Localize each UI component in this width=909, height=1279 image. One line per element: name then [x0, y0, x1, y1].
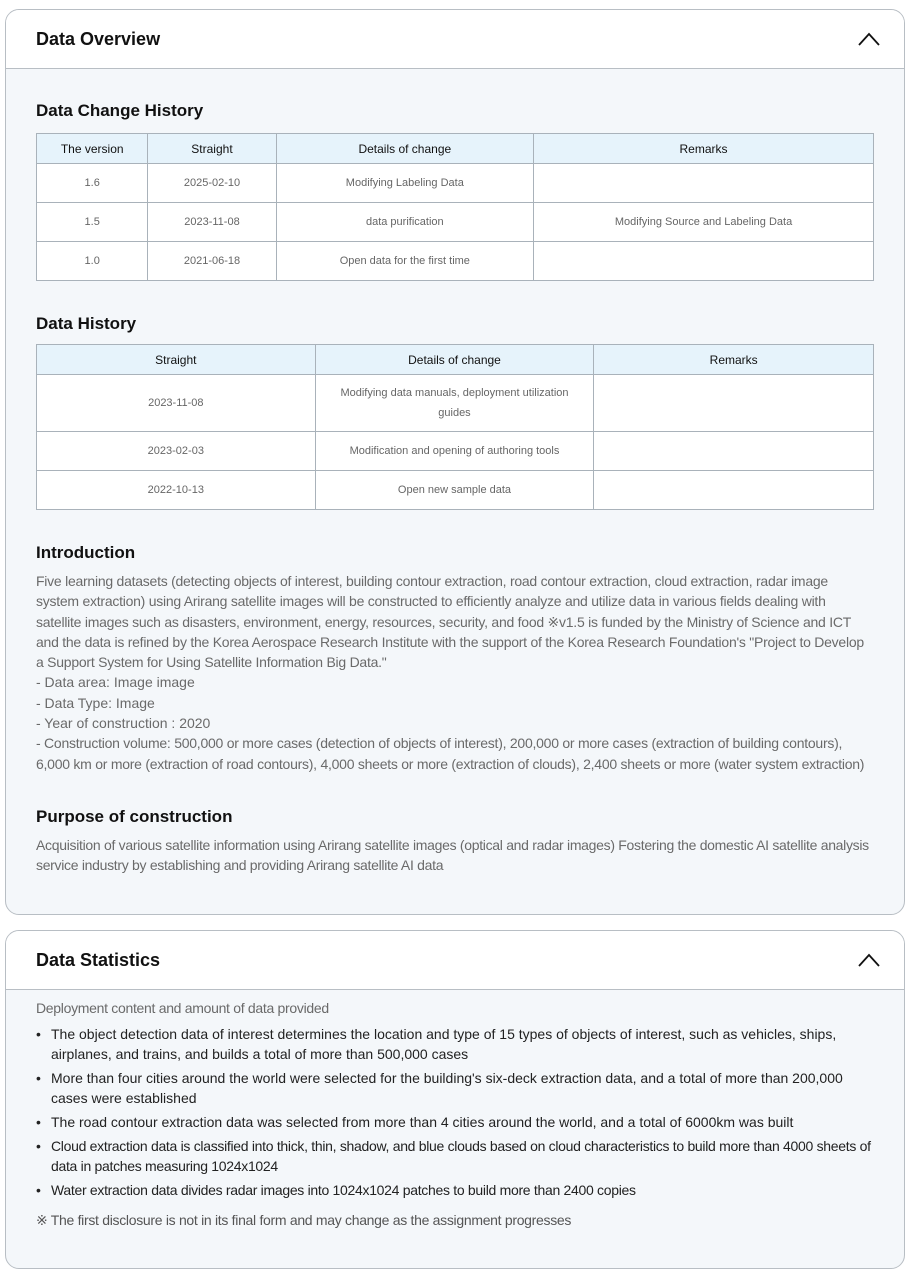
purpose-heading: Purpose of construction — [36, 806, 233, 826]
remarks-cell: Modifying Source and Labeling Data — [534, 203, 874, 242]
list-item: • More than four cities around the world were selected for the building's six-deck extraction data, and a total of more than 200,000 cases were established — [36, 1068, 874, 1108]
column-header: Straight — [37, 345, 316, 375]
details-cell: Modification and opening of authoring tools — [315, 432, 594, 471]
list-item: • The road contour extraction data was selected from more than 4 cities around the world, and a total of 6000km was built — [36, 1112, 874, 1132]
table-row — [37, 432, 874, 471]
statistics-list — [36, 1024, 874, 1200]
date-cell: 2023-11-08 — [37, 375, 316, 432]
date-cell: 2022-10-13 — [37, 471, 316, 510]
details-cell: Modifying Labeling Data — [276, 164, 534, 203]
column-header: Remarks — [534, 134, 874, 164]
disclosure-note: ※ The first disclosure is not in its final form and may change as the assignment progresses — [36, 1212, 572, 1228]
date-cell: 2021-06-18 — [148, 242, 276, 281]
list-item: • The object detection data of interest determines the location and type of 15 types of objects of interest, such as vehicles, ships, airplanes, and trains, and builds a total of more than 500,000 cases — [36, 1024, 874, 1064]
list-item: • Water extraction data divides radar images into 1024x1024 patches to build more than 2400 copies — [36, 1180, 874, 1200]
introduction-line: - Data area: Image image — [36, 674, 195, 691]
list-item: • Cloud extraction data is classified into thick, thin, shadow, and blue clouds based on cloud characteristics to build more than 4000 sheets of data in patches measuring 1024x1024 — [36, 1136, 874, 1176]
column-header: The version — [37, 134, 148, 164]
column-header: Remarks — [594, 345, 874, 375]
table-row — [37, 375, 874, 432]
introduction-heading: Introduction — [36, 543, 136, 562]
details-cell: data purification — [276, 203, 534, 242]
data-statistics-title: Data Statistics — [36, 949, 161, 970]
remarks-cell — [534, 242, 874, 281]
details-cell: Modifying data manuals, deployment utilization guides — [315, 375, 594, 432]
details-cell: Open new sample data — [315, 471, 594, 510]
data-statistics-header[interactable] — [6, 931, 904, 990]
introduction-line: - Year of construction : 2020 — [36, 715, 211, 732]
chevron-up-icon[interactable] — [858, 32, 880, 46]
version-cell: 1.0 — [37, 242, 148, 281]
remarks-cell — [534, 164, 874, 203]
version-cell: 1.6 — [37, 164, 148, 203]
data-overview-card — [5, 9, 905, 915]
chevron-up-icon[interactable] — [858, 953, 880, 967]
column-header: Straight — [148, 134, 276, 164]
table-row — [37, 471, 874, 510]
statistics-subtitle: Deployment content and amount of data provided — [36, 1000, 329, 1016]
remarks-cell — [594, 432, 874, 471]
data-history-heading: Data History — [36, 314, 137, 333]
date-cell: 2023-02-03 — [37, 432, 316, 471]
data-overview-title: Data Overview — [36, 28, 161, 49]
table-row — [37, 242, 874, 281]
date-cell: 2025-02-10 — [148, 164, 276, 203]
change-history-heading: Data Change History — [36, 101, 204, 120]
purpose-paragraph: Acquisition of various satellite information using Arirang satellite images (optical and radar images) Fostering the domestic AI satellite analysis service industry by establishing and providing Arirang satellite AI data — [36, 836, 869, 874]
table-row — [37, 164, 874, 203]
version-cell: 1.5 — [37, 203, 148, 242]
data-overview-header[interactable] — [6, 10, 904, 69]
data-history-table — [36, 344, 874, 510]
table-row — [37, 203, 874, 242]
introduction-line: - Data Type: Image — [36, 694, 155, 711]
data-statistics-card — [5, 930, 905, 1269]
introduction-line: - Construction volume: 500,000 or more cases (detection of objects of interest), 200,000 or more cases (extraction of building contours), 6,000 km or more (extraction of road contours), 4,000 sheets or more (extraction of clouds), 2,400 sheets or more (water system extraction) — [36, 735, 865, 772]
column-header: Details of change — [276, 134, 534, 164]
date-cell: 2023-11-08 — [148, 203, 276, 242]
details-cell: Open data for the first time — [276, 242, 534, 281]
remarks-cell — [594, 471, 874, 510]
column-header: Details of change — [315, 345, 594, 375]
introduction-paragraph: Five learning datasets (detecting objects of interest, building contour extraction, road contour extraction, cloud extraction, radar image system extraction) using Arirang satellite images will be constructed to efficiently analyze and utilize data in various fields dealing with satellite images such as disasters, environment, energy, resources, security, and food ※v1.5 is funded by the Ministry of Science and ICT and the data is refined by the Korea Aerospace Research Institute with the support of the Korea Research Foundation's "Project to Develop a Support System for Using Satellite Information Big Data." — [36, 573, 864, 671]
change-history-table — [36, 133, 874, 281]
remarks-cell — [594, 375, 874, 432]
